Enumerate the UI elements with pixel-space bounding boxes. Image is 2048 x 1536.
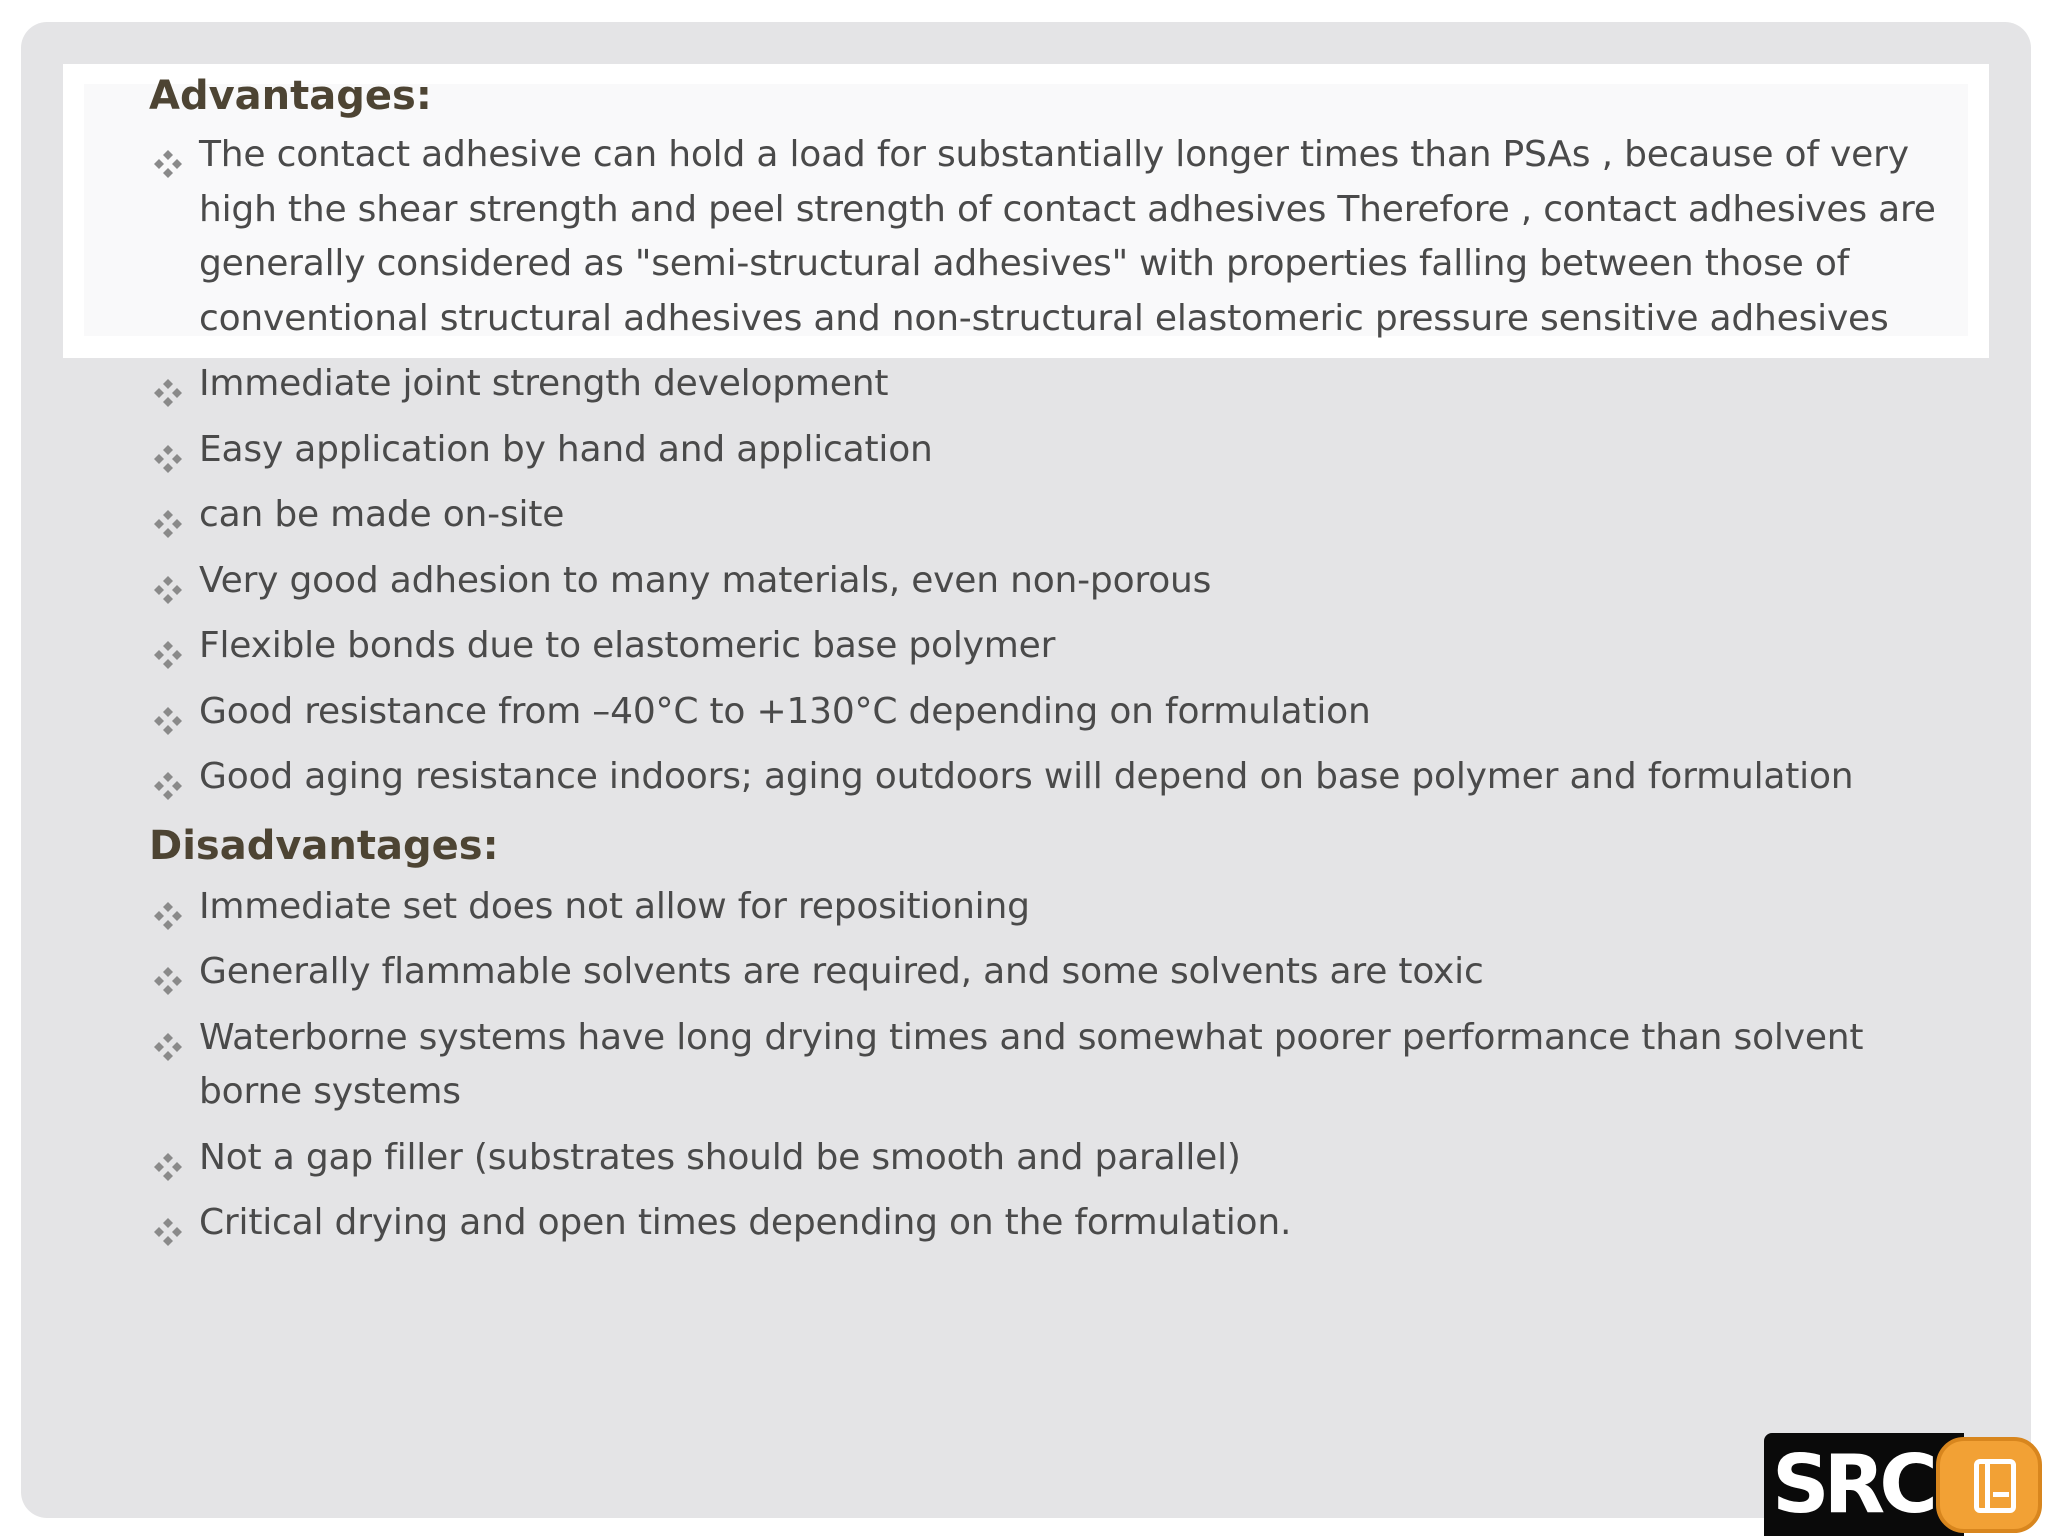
advantages-list bbox=[149, 128, 1969, 805]
four-diamond-bullet-icon bbox=[153, 632, 183, 662]
logo-text: SRC bbox=[1772, 1438, 1932, 1531]
list-item-text: The contact adhesive can hold a load for substantially longer times than PSAs , because of very high the shear strength and peel strength of contact adhesives Therefore , contact adhesives are generally considered as "semi-structural adhesives" with properties falling between those of conventional structural adhesives and non-structural elastomeric pressure sensitive adhesives bbox=[199, 134, 1936, 339]
list-item-text: Waterborne systems have long drying times and somewhat poorer performance than solvent borne systems bbox=[199, 1016, 1864, 1112]
list-item bbox=[149, 1131, 1969, 1186]
list-item bbox=[149, 488, 1969, 543]
list-item bbox=[149, 1196, 1969, 1251]
four-diamond-bullet-icon bbox=[153, 501, 183, 531]
disadvantages-list bbox=[149, 880, 1969, 1251]
four-diamond-bullet-icon bbox=[153, 893, 183, 923]
list-item bbox=[149, 1011, 1969, 1120]
list-item-text: Good aging resistance indoors; aging outdoors will depend on base polymer and formulation bbox=[199, 756, 1854, 797]
list-item bbox=[149, 619, 1969, 674]
list-item-text: Immediate joint strength development bbox=[199, 363, 889, 404]
list-item-text: Good resistance from –40°C to +130°C depending on formulation bbox=[199, 690, 1371, 732]
four-diamond-bullet-icon bbox=[153, 141, 183, 171]
slide-content bbox=[149, 66, 1969, 1262]
four-diamond-bullet-icon bbox=[153, 698, 183, 728]
four-diamond-bullet-icon bbox=[153, 1024, 183, 1054]
book-icon bbox=[1936, 1437, 2042, 1533]
list-item-text: Immediate set does not allow for repositioning bbox=[199, 885, 1030, 927]
four-diamond-bullet-icon bbox=[153, 1144, 183, 1174]
list-item bbox=[149, 423, 1969, 478]
list-item bbox=[149, 880, 1969, 935]
list-item-text: Flexible bonds due to elastomeric base polymer bbox=[199, 625, 1056, 666]
list-item-text: Easy application by hand and application bbox=[199, 428, 933, 470]
list-item-text: Not a gap filler (substrates should be smooth and parallel) bbox=[199, 1136, 1241, 1178]
logo-book-shape bbox=[1974, 1459, 2016, 1513]
four-diamond-bullet-icon bbox=[153, 763, 183, 793]
list-item bbox=[149, 945, 1969, 1000]
list-item-text: Generally flammable solvents are required, and some solvents are toxic bbox=[199, 951, 1484, 992]
list-item-text: can be made on-site bbox=[199, 494, 565, 535]
src-logo bbox=[1764, 1433, 2048, 1536]
list-item-text: Critical drying and open times depending on the formulation. bbox=[199, 1202, 1292, 1243]
list-item bbox=[149, 750, 1969, 805]
four-diamond-bullet-icon bbox=[153, 436, 183, 466]
advantages-heading: Advantages: bbox=[149, 73, 432, 119]
list-item-text: Very good adhesion to many materials, even non-porous bbox=[199, 559, 1212, 601]
disadvantages-heading: Disadvantages: bbox=[149, 822, 499, 869]
slide bbox=[21, 22, 2031, 1518]
four-diamond-bullet-icon bbox=[153, 567, 183, 597]
list-item bbox=[149, 685, 1969, 740]
logo-black-block bbox=[1764, 1433, 1964, 1536]
four-diamond-bullet-icon bbox=[153, 1209, 183, 1239]
four-diamond-bullet-icon bbox=[153, 958, 183, 988]
four-diamond-bullet-icon bbox=[153, 370, 183, 400]
list-item bbox=[149, 357, 1969, 412]
list-item bbox=[149, 554, 1969, 609]
list-item bbox=[149, 128, 1969, 346]
